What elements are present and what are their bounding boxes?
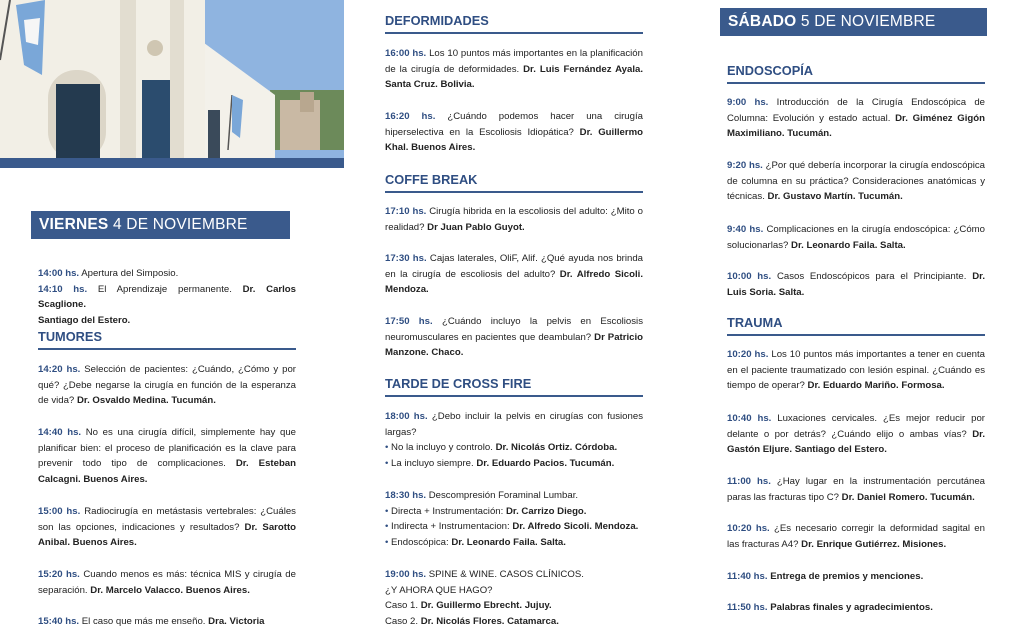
program-item: 10:20 hs. ¿Es necesario corregir la deformidad sagital en las fracturas A4? Dr. Enrique Gutiérrez. Misiones. (727, 523, 985, 550)
program-item: 10:00 hs. Casos Endoscópicos para el Principiante. Dr. Luis Soria. Salta. (727, 271, 985, 298)
program-item: 15:20 hs. Cuando menos es más: técnica MIS y cirugía de separación. Dr. Marcelo Valacco. Buenos Aires. (38, 569, 296, 596)
day-banner-saturday (720, 8, 987, 36)
program-item: 9:20 hs. ¿Por qué debería incorporar la cirugía endoscópica de columna en su práctica? Consideraciones anatómicas y técnicas. Dr. Gustavo Martín. Tucumán. (727, 160, 986, 203)
program-item: 14:00 hs. Apertura del Simposio. 14:10 hs. El Aprendizaje permanente. Dr. Carlos Scaglione. Santiago del Estero. (38, 268, 296, 326)
section-title-cross-fire: TARDE DE CROSS FIRE (385, 376, 643, 397)
header-photo (0, 0, 344, 168)
day-date: 4 DE NOVIEMBRE (112, 216, 248, 233)
program-item: 16:00 hs. Los 10 puntos más importantes en la planificación de la cirugía de deformidades. Dr. Luis Fernández Ayala. Santa Cruz. Bolivia. (385, 48, 643, 91)
program-item: 11:00 hs. ¿Hay lugar en la instrumentación percutánea paras las fracturas tipo C? Dr. Daniel Romero. Tucumán. (727, 476, 985, 503)
program-item: 9:00 hs. Introducción de la Cirugía Endoscópica de Columna: Evolución y estado actual. Dr. Giménez Gigón Maximiliano. Tucumán. (727, 97, 986, 140)
program-item: 17:10 hs. Cirugía hibrida en la escoliosis del adulto: ¿Mito o realidad? Dr Juan Pablo Guyot. (385, 206, 643, 233)
day-weekday: VIERNES (39, 216, 109, 233)
program-item: 10:40 hs. Luxaciones cervicales. ¿Es mejor reducir por delante o por detrás? ¿Cuándo elijo o ambas vías? Dr. Gastón Eljure. Santiago del Estero. (727, 413, 985, 456)
building-illustration (0, 0, 344, 168)
program-item: 16:20 hs. ¿Cuándo podemos hacer una cirugía hiperselectiva en la Escoliosis Idiopática? Dr. Guillermo Khal. Buenos Aires. (385, 111, 643, 154)
program-item: 18:00 hs. ¿Debo incluir la pelvis en cirugías con fusiones largas? • No la incluyo y controlo. Dr. Nicolás Ortiz. Córdoba. • La incluyo siempre. Dr. Eduardo Pacios. Tucumán. (385, 411, 643, 469)
program-item: 14:40 hs. No es una cirugía difícil, simplemente hay que planificar bien: el proceso de planificación es la clave para prevenir todo tipo de complicaciones. Dr. Esteban Calcagni. Buenos Aires. (38, 427, 297, 485)
program-item: 11:50 hs. Palabras finales y agradecimientos. (727, 602, 933, 613)
program-item: 17:50 hs. ¿Cuándo incluyo la pelvis en Escoliosis neuromusculares en pacientes que deambulan? Dr Patricio Manzone. Chaco. (385, 316, 643, 359)
section-title-trauma: TRAUMA (727, 315, 985, 336)
day-weekday: SÁBADO (728, 13, 797, 30)
program-item: 18:30 hs. Descompresión Foraminal Lumbar. • Directa + Instrumentación: Dr. Carrizo Diego. • Indirecta + Instrumentacion: Dr. Alfredo Sicoli. Mendoza. • Endoscópica: Dr. Leonardo Faila. Salta. (385, 490, 639, 548)
section-title-coffe-break: COFFE BREAK (385, 172, 643, 193)
program-item: 15:40 hs. El caso que más me enseño. Dra. Victoria (38, 616, 265, 627)
day-banner-friday (31, 211, 290, 239)
program-item: 17:30 hs. Cajas laterales, OliF, Alif. ¿Qué ayuda nos brinda en la cirugía de escoliosis del adulto? Dr. Alfredo Sicoli. Mendoza. (385, 253, 643, 296)
program-item: 15:00 hs. Radiocirugía en metástasis vertebrales: ¿Cuáles son las opciones, indicaciones y resultados? Dr. Sarotto Anibal. Buenos Aires. (38, 506, 296, 549)
section-title-endoscopia: ENDOSCOPÍA (727, 63, 985, 84)
program-item: 11:40 hs. Entrega de premios y menciones. (727, 571, 924, 582)
program-item: 14:20 hs. Selección de pacientes: ¿Cuándo, ¿Cómo y por qué? ¿Debe negarse la cirugía en función de la esperanza de vida? Dr. Osvaldo Medina. Tucumán. (38, 364, 296, 407)
day-date: 5 DE NOVIEMBRE (800, 13, 936, 30)
program-item: 9:40 hs. Complicaciones en la cirugía endoscópica: ¿Cómo solucionarlas? Dr. Leonardo Faila. Salta. (727, 224, 985, 251)
program-item: 19:00 hs. SPINE & WINE. CASOS CLÍNICOS. ¿Y AHORA QUE HAGO? Caso 1. Dr. Guillermo Ebrecht. Jujuy. Caso 2. Dr. Nicolás Flores. Catamarca. (385, 569, 584, 627)
section-title-deformidades: DEFORMIDADES (385, 13, 643, 34)
section-title-tumores: TUMORES (38, 329, 296, 350)
program-item: 10:20 hs. Los 10 puntos más importantes a tener en cuenta en el paciente traumatizado con lesión espinal. ¿Cuándo es tiempo de operar? Dr. Eduardo Mariño. Formosa. (727, 349, 985, 392)
